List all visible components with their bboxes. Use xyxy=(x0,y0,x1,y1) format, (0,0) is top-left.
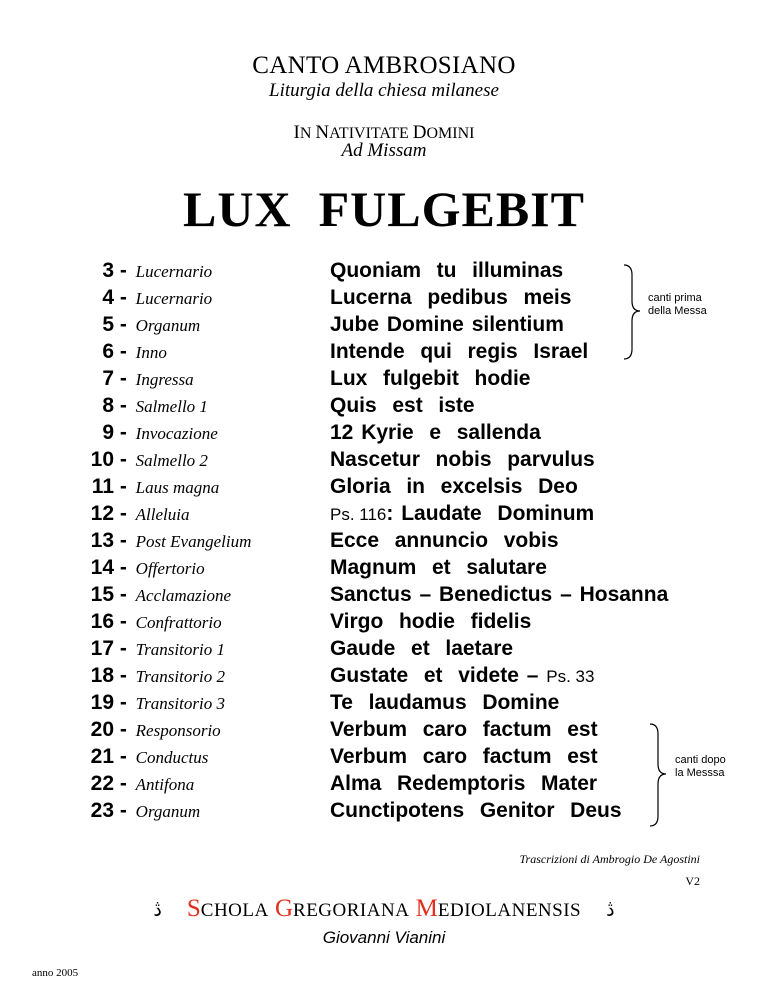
part-number: 5 xyxy=(102,313,114,336)
feast-w1-cap: I xyxy=(293,122,300,143)
part-row xyxy=(40,311,300,338)
part-number: 14 xyxy=(90,556,114,579)
chant-row xyxy=(330,797,760,824)
mass-label: Ad Missam xyxy=(341,140,427,161)
part-name: Post Evangelium xyxy=(135,532,252,551)
part-dash: - xyxy=(114,448,133,471)
part-name: Alleluia xyxy=(135,505,190,524)
part-dash: - xyxy=(114,583,133,606)
part-name: Invocazione xyxy=(135,424,218,443)
part-row xyxy=(40,689,300,716)
part-dash: - xyxy=(114,475,133,498)
part-dash: - xyxy=(114,340,133,363)
chant-title: Quoniam tu illuminas xyxy=(330,259,564,282)
part-row xyxy=(40,635,300,662)
chant-title: Verbum caro factum est xyxy=(330,745,598,768)
note-after-line2: la Messsa xyxy=(675,767,725,779)
part-number: 22 xyxy=(90,772,114,795)
chant-row xyxy=(330,365,760,392)
chant-title: Gaude et laetare xyxy=(330,637,514,660)
part-dash: - xyxy=(114,502,133,525)
chant-row xyxy=(330,446,760,473)
part-name: Organum xyxy=(135,802,201,821)
chant-title: Lux fulgebit hodie xyxy=(330,367,531,390)
chant-title: 12 Kyrie e sallenda xyxy=(330,421,541,444)
schola-title xyxy=(0,895,768,923)
part-row xyxy=(40,419,300,446)
note-before-line2: della Messa xyxy=(648,305,707,317)
chant-title: Lucerna pedibus meis xyxy=(330,286,572,309)
part-name: Transitorio 2 xyxy=(135,667,225,686)
part-name: Ingressa xyxy=(135,370,194,389)
part-dash: - xyxy=(114,772,133,795)
part-row xyxy=(40,770,300,797)
note-after-line1: canti dopo xyxy=(675,754,726,766)
schola-w2-cap: G xyxy=(274,895,294,922)
part-number: 10 xyxy=(90,448,114,471)
chant-row xyxy=(330,581,760,608)
schola-w1-rest: CHOLA xyxy=(200,900,269,921)
part-name: Antifona xyxy=(135,775,195,794)
chant-title: Sanctus – Benedictus – Hosanna xyxy=(330,583,669,606)
part-dash: - xyxy=(114,529,133,552)
chant-row xyxy=(330,500,760,527)
part-number: 15 xyxy=(90,583,114,606)
chant-title: Cunctipotens Genitor Deus xyxy=(330,799,622,822)
part-dash: - xyxy=(114,313,133,336)
part-dash: - xyxy=(114,394,133,417)
brace-after-mass xyxy=(648,722,678,830)
main-title: LUX FULGEBIT xyxy=(183,181,585,237)
part-name: Transitorio 3 xyxy=(135,694,225,713)
director-name: Giovanni Vianini xyxy=(322,928,446,947)
part-number: 8 xyxy=(102,394,114,417)
part-number: 6 xyxy=(102,340,114,363)
chant-row xyxy=(330,419,760,446)
part-number: 13 xyxy=(90,529,114,552)
part-row xyxy=(40,284,300,311)
part-name: Salmello 2 xyxy=(135,451,208,470)
part-row xyxy=(40,392,300,419)
part-name: Conductus xyxy=(135,748,209,767)
chant-row xyxy=(330,473,760,500)
part-name: Lucernario xyxy=(135,262,213,281)
part-name: Acclamazione xyxy=(135,586,232,605)
part-number: 4 xyxy=(102,286,114,309)
chant-title: : Laudate Dominum xyxy=(386,502,595,525)
feast-w2-rest: ATIVITATE xyxy=(329,125,409,142)
part-row xyxy=(40,716,300,743)
part-name: Lucernario xyxy=(135,289,213,308)
part-row xyxy=(40,365,300,392)
part-row xyxy=(40,338,300,365)
schola-w2-rest: REGORIANA xyxy=(293,900,410,921)
part-row xyxy=(40,743,300,770)
part-dash: - xyxy=(114,745,133,768)
feast-w3-rest: OMINI xyxy=(426,125,475,142)
chant-row xyxy=(330,716,760,743)
chant-title: Te laudamus Domine xyxy=(330,691,560,714)
part-dash: - xyxy=(114,799,133,822)
part-name: Laus magna xyxy=(135,478,220,497)
header-subtitle: Liturgia della chiesa milanese xyxy=(269,80,499,101)
feast-w1-rest: N xyxy=(299,125,312,142)
chant-title: Gustate et videte – xyxy=(330,664,539,687)
parts-list xyxy=(40,257,300,824)
chant-row xyxy=(330,689,760,716)
chant-title: Magnum et salutare xyxy=(330,556,547,579)
part-name: Inno xyxy=(135,343,167,362)
part-dash: - xyxy=(114,556,133,579)
part-dash: - xyxy=(114,718,133,741)
part-number: 18 xyxy=(90,664,114,687)
part-name: Salmello 1 xyxy=(135,397,208,416)
part-row xyxy=(40,473,300,500)
chant-row xyxy=(330,554,760,581)
part-row xyxy=(40,581,300,608)
part-row xyxy=(40,608,300,635)
part-dash: - xyxy=(114,664,133,687)
part-number: 9 xyxy=(102,421,114,444)
feast-w3-cap: D xyxy=(412,122,427,143)
chant-row xyxy=(330,392,760,419)
schola-w3-cap: M xyxy=(415,895,438,922)
note-before-mass xyxy=(648,292,707,318)
chant-title: Ecce annuncio vobis xyxy=(330,529,559,552)
chant-row xyxy=(330,662,760,689)
header-title: CANTO AMBROSIANO xyxy=(252,52,516,79)
part-dash: - xyxy=(114,286,133,309)
cross-icon: ڎ xyxy=(606,899,615,921)
part-number: 16 xyxy=(90,610,114,633)
part-number: 12 xyxy=(90,502,114,525)
schola-w3-rest: EDIOLANENSIS xyxy=(437,900,582,921)
feast-w2-cap: N xyxy=(315,122,330,143)
year-label: anno 2005 xyxy=(32,967,79,979)
transcription-credit: Trascrizioni di Ambrogio De Agostini xyxy=(519,852,700,866)
part-dash: - xyxy=(114,259,133,282)
chant-row xyxy=(330,338,760,365)
part-row xyxy=(40,797,300,824)
chant-title: Jube Domine silentium xyxy=(330,313,564,336)
note-after-mass xyxy=(675,754,726,780)
version-label: V2 xyxy=(685,874,700,888)
part-number: 21 xyxy=(90,745,114,768)
part-row xyxy=(40,554,300,581)
chant-row xyxy=(330,257,760,284)
psalm-ref: Ps. 116 xyxy=(330,505,387,524)
chant-title: Verbum caro factum est xyxy=(330,718,598,741)
chant-row xyxy=(330,635,760,662)
part-dash: - xyxy=(114,421,133,444)
part-dash: - xyxy=(114,367,133,390)
part-number: 20 xyxy=(90,718,114,741)
chant-title: Virgo hodie fidelis xyxy=(330,610,532,633)
chant-title: Quis est iste xyxy=(330,394,475,417)
part-number: 7 xyxy=(102,367,114,390)
part-row xyxy=(40,527,300,554)
part-number: 17 xyxy=(90,637,114,660)
part-dash: - xyxy=(114,691,133,714)
chant-title: Alma Redemptoris Mater xyxy=(330,772,598,795)
note-before-line1: canti prima xyxy=(648,292,702,304)
schola-w1-cap: S xyxy=(186,895,201,922)
chants-list xyxy=(330,257,760,824)
part-number: 11 xyxy=(91,475,114,498)
part-name: Confrattorio xyxy=(135,613,222,632)
chant-title: Intende qui regis Israel xyxy=(330,340,589,363)
part-row xyxy=(40,662,300,689)
part-row xyxy=(40,257,300,284)
chant-title: Gloria in excelsis Deo xyxy=(330,475,578,498)
psalm-ref: Ps. 33 xyxy=(546,667,595,686)
part-row xyxy=(40,500,300,527)
part-name: Organum xyxy=(135,316,201,335)
part-number: 19 xyxy=(90,691,114,714)
chant-row xyxy=(330,527,760,554)
chant-title: Nascetur nobis parvulus xyxy=(330,448,595,471)
part-number: 23 xyxy=(90,799,114,822)
part-name: Transitorio 1 xyxy=(135,640,225,659)
part-dash: - xyxy=(114,637,133,660)
part-name: Offertorio xyxy=(135,559,205,578)
part-number: 3 xyxy=(102,259,114,282)
part-dash: - xyxy=(114,610,133,633)
cross-icon: ڎ xyxy=(153,899,162,921)
part-row xyxy=(40,446,300,473)
part-name: Responsorio xyxy=(135,721,221,740)
chant-row xyxy=(330,608,760,635)
